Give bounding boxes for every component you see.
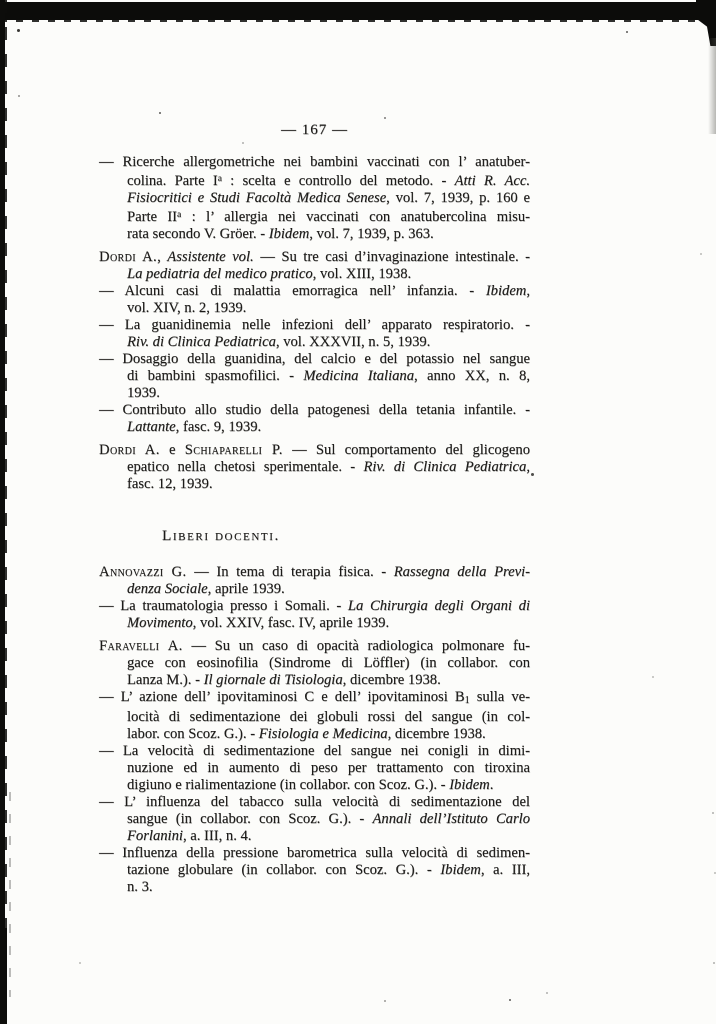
page-number: — 167 — xyxy=(281,122,348,138)
text-segment: — Dosaggio della guanidina, del calcio e del potassio nel sangue xyxy=(99,351,530,367)
text-segment: , a. III, n. 4. xyxy=(182,828,252,844)
scan-speck xyxy=(652,676,654,678)
text-segment: : scelta e controllo del metodo. - xyxy=(221,173,455,189)
scan-speck xyxy=(18,95,20,97)
text-segment: locità di sedimentazione dei globuli rossi del sangue (in col- xyxy=(127,709,530,725)
section-heading: Liberi docenti. xyxy=(162,527,280,544)
text-segment: labor. con Scoz. G.). - xyxy=(127,726,259,742)
text-segment: Dordi A. xyxy=(99,442,160,458)
text-segment: , vol. XIII, 1938. xyxy=(312,266,412,282)
text-segment: , vol. XXXVII, n. 5, 1939. xyxy=(275,334,431,350)
entry-line xyxy=(99,207,530,226)
entry-line xyxy=(99,794,530,811)
scan-speck xyxy=(713,962,715,964)
scan-speck xyxy=(546,992,548,994)
entry-line xyxy=(99,190,530,207)
text-segment: — Contributo allo studio della patogenesi della tetania infantile. - xyxy=(99,402,530,418)
text-segment: La Chirurgia degli Organi di xyxy=(347,598,531,614)
text-segment: e xyxy=(159,442,185,458)
text-segment: , dicembre 1938. xyxy=(342,672,441,688)
text-segment: Il giornale di Tisiologia xyxy=(203,672,343,688)
entry-line xyxy=(99,655,530,672)
text-segment: Ibidem xyxy=(440,862,481,878)
text-segment: — La velocità di sedimentazione del sangue nei conigli in dimi- xyxy=(99,743,530,759)
scan-speck xyxy=(79,962,81,964)
text-segment: , fasc. 9, 1939. xyxy=(175,419,262,435)
text-segment: , xyxy=(526,459,530,475)
entry-line xyxy=(99,709,530,726)
entry-line xyxy=(99,171,530,190)
entry-line xyxy=(99,351,530,368)
text-segment: , dicembre 1938. xyxy=(387,726,486,742)
text-segment: denza Sociale xyxy=(127,581,208,597)
text-segment: Schiaparelli P. xyxy=(184,442,283,458)
entry-line xyxy=(99,226,530,243)
entry-line xyxy=(99,385,530,402)
text-segment: , vol. 7, 1939, p. 160 e xyxy=(386,190,530,206)
bibliography-entry xyxy=(99,317,530,351)
bibliography-entry xyxy=(99,845,530,896)
text-segment: , anno XX, n. 8, xyxy=(414,368,530,384)
text-segment: — Influenza della pressione barometrica sulla velocità di sedimen- xyxy=(99,845,530,861)
text-segment: — L’ influenza del tabacco sulla velocità di sedimentazione del xyxy=(99,794,530,810)
text-segment: sulla ve- xyxy=(469,689,530,705)
text-segment: Assistente vol. xyxy=(167,249,254,265)
text-segment: tazione globulare (in collabor. con Scoz. G.). - xyxy=(127,862,441,878)
entry-line xyxy=(99,476,530,493)
bibliography-entry xyxy=(99,351,530,402)
text-segment: Annali dell’Istituto Carlo xyxy=(372,811,531,827)
text-segment: — L’ azione dell’ ipovitaminosi C e dell’ ipovitaminosi B xyxy=(99,689,465,705)
entry-line xyxy=(99,459,530,476)
entry-line xyxy=(99,598,530,615)
text-segment: . xyxy=(489,777,494,793)
entry-line xyxy=(99,154,530,171)
text-segment: , xyxy=(157,249,168,265)
entry-line xyxy=(99,777,530,794)
text-segment: di bambini spasmofilici. - xyxy=(127,368,304,384)
entry-line xyxy=(99,689,530,709)
text-segment: Annovazzi G. xyxy=(99,564,187,580)
text-segment: La pediatria del medico pratico xyxy=(127,266,313,282)
bibliography-entry xyxy=(99,442,530,493)
entry-line xyxy=(99,615,530,632)
entry-line xyxy=(99,726,530,743)
text-segment: a xyxy=(217,174,222,184)
scan-speck xyxy=(159,112,161,114)
text-segment: , vol. 7, 1939, p. 363. xyxy=(309,226,434,242)
entry-line xyxy=(99,743,530,760)
scan-speck xyxy=(531,473,534,476)
text-segment: gace con eosinofilia (Sindrome di Löffler) (in collabor. con xyxy=(127,655,530,671)
text-segment: Riv. di Clinica Pediatrica xyxy=(363,459,527,475)
bibliography-entry xyxy=(99,564,530,598)
text-segment: — Su un caso di opacità radiologica polmonare fu- xyxy=(182,638,530,654)
text-segment: : l’ allergia nei vaccinati con anatubercolina misu- xyxy=(181,209,530,225)
text-segment: Rassegna della Previ- xyxy=(393,564,530,580)
bibliography-entry xyxy=(99,283,530,317)
text-segment: Lanza M.). - xyxy=(127,672,204,688)
text-segment: Medicina Italiana xyxy=(303,368,415,384)
scan-speck xyxy=(700,253,702,255)
text-segment: Fisiologia e Medicina xyxy=(258,726,388,742)
text-segment: — La guanidinemia nelle infezioni dell’ apparato respiratorio. - xyxy=(99,317,530,333)
entry-line xyxy=(99,300,530,317)
entry-line xyxy=(99,672,530,689)
scan-speck xyxy=(242,142,244,144)
entry-group xyxy=(99,249,530,436)
text-segment: , xyxy=(526,283,530,299)
bibliography-entry xyxy=(99,402,530,436)
entry-line xyxy=(99,845,530,862)
entry-line xyxy=(99,811,530,828)
text-segment: — Ricerche allergometriche nei bambini vaccinati con l’ anatuber- xyxy=(99,154,530,170)
text-segment: epatico nella chetosi sperimentale. - xyxy=(127,459,364,475)
text-segment: digiuno e rialimentazione (in collabor. con Scoz. G.). - xyxy=(127,777,450,793)
scan-speck xyxy=(626,31,628,33)
entry-line xyxy=(99,317,530,334)
text-segment: — Sul comportamento del glicogeno xyxy=(282,442,531,458)
text-segment: a xyxy=(177,210,182,220)
scan-right-streak xyxy=(708,38,716,134)
bibliography-entry xyxy=(99,249,530,283)
scan-speck xyxy=(712,812,714,814)
text-segment: sangue (in collabor. con Scoz. G.). - xyxy=(127,811,373,827)
bibliography-entry xyxy=(99,689,530,743)
scan-top-band xyxy=(0,2,716,20)
text-segment: Forlanini xyxy=(127,828,183,844)
text-segment: Dordi A. xyxy=(99,249,158,265)
text-segment: Riv. di Clinica Pediatrica xyxy=(127,334,276,350)
entry-line xyxy=(99,581,530,598)
text-segment: — Alcuni casi di malattia emorragica nell’ infanzia. - xyxy=(99,283,486,299)
text-segment: vol. XIV, n. 2, 1939. xyxy=(127,300,247,316)
entry-line xyxy=(99,442,530,459)
scan-speck xyxy=(509,999,511,1001)
text-segment: , a. III, xyxy=(480,862,530,878)
entry-line xyxy=(99,249,530,266)
entry-line xyxy=(99,564,530,581)
text-segment: 1939. xyxy=(127,385,160,401)
text-segment: n. 3. xyxy=(127,879,153,895)
bibliography-entry xyxy=(99,598,530,632)
text-segment: Ibidem xyxy=(449,777,490,793)
entry-line xyxy=(99,334,530,351)
text-segment: 1 xyxy=(464,695,470,706)
text-segment: Parte II xyxy=(127,209,178,225)
entry-line xyxy=(99,828,530,845)
text-segment: Movimento xyxy=(127,615,193,631)
entry-line xyxy=(99,419,530,436)
text-segment: , aprile 1939. xyxy=(207,581,285,597)
text-segment: , vol. XXIV, fasc. IV, aprile 1939. xyxy=(192,615,390,631)
text-segment: — In tema di terapia fisica. - xyxy=(186,564,394,580)
bibliography-entry xyxy=(99,794,530,845)
scan-speck xyxy=(17,29,20,32)
text-segment: Atti R. Acc. xyxy=(454,173,530,189)
entry-group xyxy=(99,638,530,896)
text-segment: Ibidem xyxy=(485,283,527,299)
entry-line xyxy=(99,283,530,300)
text-segment: rata secondo V. Gröer. - xyxy=(127,226,269,242)
entry-group xyxy=(99,442,530,493)
text-segment: Faravelli A. xyxy=(99,638,183,654)
text-block xyxy=(99,122,530,896)
entry-line xyxy=(99,638,530,655)
text-segment: — La traumatologia presso i Somali. - xyxy=(99,598,348,614)
scan-left-bar-echo xyxy=(9,792,11,997)
text-segment: colina. Parte I xyxy=(127,173,218,189)
entry-line xyxy=(99,862,530,879)
text-segment: Fisiocritici e Studi Facoltà Medica Senese xyxy=(127,190,387,206)
scan-speck xyxy=(384,1000,386,1002)
entry-line xyxy=(99,368,530,385)
bibliography-entry xyxy=(99,638,530,689)
entry-line xyxy=(99,266,530,283)
bibliography-entry xyxy=(99,743,530,794)
text-segment: Lattante xyxy=(127,419,176,435)
text-segment: — Su tre casi d’invaginazione intestinale. - xyxy=(253,249,531,265)
entry-group xyxy=(99,564,530,632)
scan-speck xyxy=(384,117,386,119)
text-segment: nuzione ed in aumento di peso per trattamento con tiroxina xyxy=(127,760,530,776)
entry-line xyxy=(99,879,530,896)
bibliography-entry xyxy=(99,154,530,243)
entry-group xyxy=(99,154,530,243)
scan-left-bar xyxy=(0,0,5,1024)
text-segment: fasc. 12, 1939. xyxy=(127,476,213,492)
entry-line xyxy=(99,402,530,419)
text-segment: Ibidem xyxy=(268,226,310,242)
entry-line xyxy=(99,760,530,777)
